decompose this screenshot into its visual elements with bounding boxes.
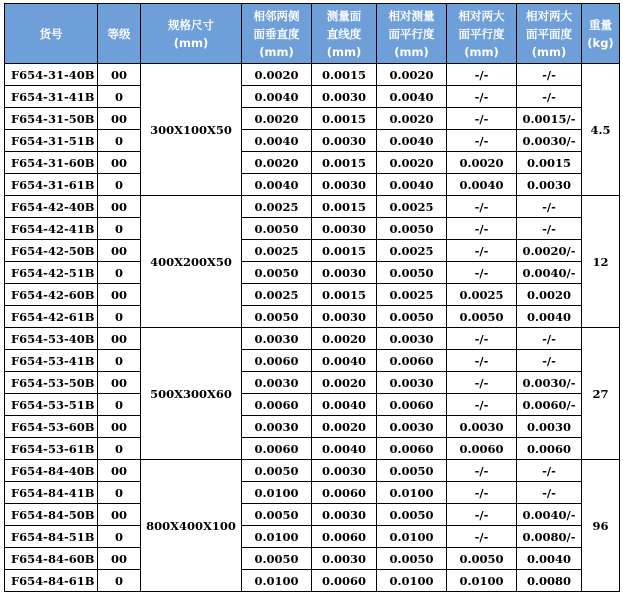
header-grade: 等级 — [98, 4, 141, 64]
cell-measuring-parallelism: 0.0030 — [377, 328, 447, 350]
cell-perpendicularity: 0.0050 — [242, 504, 312, 526]
cell-grade: 0 — [98, 86, 141, 108]
cell-perpendicularity: 0.0025 — [242, 284, 312, 306]
cell-grade: 0 — [98, 394, 141, 416]
cell-large-face-flatness: 0.0040 — [517, 306, 582, 328]
table-row — [5, 284, 620, 306]
cell-item: F654-84-51B — [5, 526, 98, 548]
cell-large-face-flatness: 0.0020 — [517, 284, 582, 306]
cell-measuring-parallelism: 0.0030 — [377, 416, 447, 438]
table-row — [5, 262, 620, 284]
cell-measuring-parallelism: 0.0025 — [377, 240, 447, 262]
table-row — [5, 548, 620, 570]
cell-item: F654-53-61B — [5, 438, 98, 460]
cell-measuring-parallelism: 0.0060 — [377, 394, 447, 416]
cell-perpendicularity: 0.0030 — [242, 372, 312, 394]
cell-perpendicularity: 0.0100 — [242, 570, 312, 592]
cell-measuring-parallelism: 0.0050 — [377, 306, 447, 328]
cell-large-face-parallelism: -/- — [447, 328, 517, 350]
cell-large-face-flatness: 0.0060 — [517, 438, 582, 460]
cell-large-face-parallelism: -/- — [447, 64, 517, 86]
cell-large-face-flatness: 0.0030 — [517, 174, 582, 196]
cell-large-face-parallelism: -/- — [447, 262, 517, 284]
spec-table — [4, 3, 620, 592]
cell-large-face-flatness: 0.0060/- — [517, 394, 582, 416]
cell-large-face-parallelism: -/- — [447, 526, 517, 548]
cell-straightness: 0.0020 — [312, 372, 377, 394]
cell-large-face-parallelism: 0.0025 — [447, 284, 517, 306]
cell-straightness: 0.0060 — [312, 570, 377, 592]
cell-large-face-flatness: -/- — [517, 86, 582, 108]
cell-perpendicularity: 0.0030 — [242, 416, 312, 438]
cell-large-face-flatness: -/- — [517, 482, 582, 504]
header-large-face-flatness: 相对两大 面平面度 (mm) — [517, 4, 582, 64]
header-item: 货号 — [5, 4, 98, 64]
cell-large-face-flatness: 0.0030/- — [517, 372, 582, 394]
cell-measuring-parallelism: 0.0040 — [377, 130, 447, 152]
cell-perpendicularity: 0.0050 — [242, 262, 312, 284]
cell-weight: 12 — [582, 196, 620, 328]
table-row — [5, 570, 620, 592]
cell-large-face-flatness: 0.0040 — [517, 548, 582, 570]
table-row — [5, 504, 620, 526]
cell-measuring-parallelism: 0.0100 — [377, 482, 447, 504]
table-row — [5, 350, 620, 372]
cell-item: F654-53-41B — [5, 350, 98, 372]
cell-perpendicularity: 0.0020 — [242, 152, 312, 174]
cell-grade: 0 — [98, 482, 141, 504]
cell-large-face-flatness: -/- — [517, 196, 582, 218]
table-row — [5, 152, 620, 174]
cell-large-face-parallelism: 0.0030 — [447, 416, 517, 438]
cell-grade: 00 — [98, 284, 141, 306]
cell-item: F654-84-60B — [5, 548, 98, 570]
cell-item: F654-31-60B — [5, 152, 98, 174]
cell-grade: 0 — [98, 262, 141, 284]
cell-perpendicularity: 0.0060 — [242, 438, 312, 460]
cell-straightness: 0.0040 — [312, 394, 377, 416]
cell-straightness: 0.0015 — [312, 64, 377, 86]
cell-large-face-parallelism: -/- — [447, 482, 517, 504]
cell-straightness: 0.0030 — [312, 218, 377, 240]
table-row — [5, 130, 620, 152]
cell-large-face-flatness: -/- — [517, 328, 582, 350]
header-weight: 重量 (kg) — [582, 4, 620, 64]
cell-straightness: 0.0020 — [312, 416, 377, 438]
cell-grade: 0 — [98, 526, 141, 548]
cell-measuring-parallelism: 0.0060 — [377, 438, 447, 460]
cell-measuring-parallelism: 0.0025 — [377, 284, 447, 306]
cell-straightness: 0.0030 — [312, 130, 377, 152]
cell-straightness: 0.0030 — [312, 460, 377, 482]
cell-measuring-parallelism: 0.0050 — [377, 262, 447, 284]
cell-large-face-flatness: -/- — [517, 350, 582, 372]
cell-large-face-flatness: -/- — [517, 460, 582, 482]
table-row — [5, 306, 620, 328]
cell-item: F654-84-61B — [5, 570, 98, 592]
cell-large-face-parallelism: -/- — [447, 218, 517, 240]
cell-large-face-flatness: 0.0080/- — [517, 526, 582, 548]
cell-perpendicularity: 0.0025 — [242, 240, 312, 262]
cell-item: F654-53-51B — [5, 394, 98, 416]
cell-large-face-flatness: 0.0030 — [517, 416, 582, 438]
cell-item: F654-42-50B — [5, 240, 98, 262]
cell-grade: 00 — [98, 504, 141, 526]
cell-large-face-parallelism: 0.0020 — [447, 152, 517, 174]
cell-measuring-parallelism: 0.0020 — [377, 64, 447, 86]
cell-perpendicularity: 0.0025 — [242, 196, 312, 218]
cell-large-face-parallelism: -/- — [447, 196, 517, 218]
cell-grade: 00 — [98, 328, 141, 350]
cell-perpendicularity: 0.0030 — [242, 328, 312, 350]
cell-grade: 0 — [98, 130, 141, 152]
cell-straightness: 0.0030 — [312, 306, 377, 328]
cell-grade: 0 — [98, 350, 141, 372]
cell-measuring-parallelism: 0.0050 — [377, 504, 447, 526]
cell-item: F654-42-41B — [5, 218, 98, 240]
cell-size: 400X200X50 — [141, 196, 242, 328]
cell-size: 500X300X60 — [141, 328, 242, 460]
cell-straightness: 0.0015 — [312, 196, 377, 218]
cell-perpendicularity: 0.0040 — [242, 130, 312, 152]
table-row — [5, 526, 620, 548]
cell-straightness: 0.0030 — [312, 548, 377, 570]
table-row — [5, 328, 620, 350]
cell-perpendicularity: 0.0060 — [242, 394, 312, 416]
cell-item: F654-42-40B — [5, 196, 98, 218]
cell-perpendicularity: 0.0020 — [242, 64, 312, 86]
cell-large-face-parallelism: -/- — [447, 108, 517, 130]
cell-perpendicularity: 0.0050 — [242, 548, 312, 570]
header-measuring-parallelism: 相对测量 面平行度 (mm) — [377, 4, 447, 64]
cell-large-face-flatness: 0.0040/- — [517, 504, 582, 526]
cell-grade: 00 — [98, 196, 141, 218]
cell-straightness: 0.0015 — [312, 284, 377, 306]
cell-straightness: 0.0015 — [312, 240, 377, 262]
table-row — [5, 394, 620, 416]
cell-grade: 0 — [98, 570, 141, 592]
cell-item: F654-31-41B — [5, 86, 98, 108]
cell-item: F654-42-51B — [5, 262, 98, 284]
cell-measuring-parallelism: 0.0040 — [377, 174, 447, 196]
cell-grade: 00 — [98, 240, 141, 262]
table-row — [5, 416, 620, 438]
cell-large-face-parallelism: -/- — [447, 240, 517, 262]
table-row — [5, 460, 620, 482]
table-row — [5, 372, 620, 394]
table-row — [5, 86, 620, 108]
cell-measuring-parallelism: 0.0020 — [377, 152, 447, 174]
header-large-face-parallelism: 相对两大 面平行度 (mm) — [447, 4, 517, 64]
cell-measuring-parallelism: 0.0030 — [377, 372, 447, 394]
table-row — [5, 174, 620, 196]
cell-large-face-parallelism: 0.0040 — [447, 174, 517, 196]
cell-straightness: 0.0030 — [312, 262, 377, 284]
cell-straightness: 0.0030 — [312, 174, 377, 196]
cell-item: F654-84-41B — [5, 482, 98, 504]
cell-item: F654-31-51B — [5, 130, 98, 152]
cell-grade: 0 — [98, 306, 141, 328]
table-row — [5, 108, 620, 130]
cell-measuring-parallelism: 0.0100 — [377, 570, 447, 592]
cell-large-face-flatness: 0.0015 — [517, 152, 582, 174]
cell-measuring-parallelism: 0.0020 — [377, 108, 447, 130]
cell-large-face-parallelism: -/- — [447, 460, 517, 482]
cell-perpendicularity: 0.0040 — [242, 86, 312, 108]
table-row — [5, 196, 620, 218]
cell-large-face-parallelism: -/- — [447, 504, 517, 526]
cell-perpendicularity: 0.0040 — [242, 174, 312, 196]
cell-size: 300X100X50 — [141, 64, 242, 196]
cell-size: 800X400X100 — [141, 460, 242, 592]
cell-perpendicularity: 0.0050 — [242, 306, 312, 328]
cell-large-face-flatness: 0.0040/- — [517, 262, 582, 284]
cell-grade: 00 — [98, 64, 141, 86]
cell-large-face-parallelism: 0.0050 — [447, 306, 517, 328]
cell-large-face-parallelism: -/- — [447, 350, 517, 372]
table-row — [5, 482, 620, 504]
cell-perpendicularity: 0.0020 — [242, 108, 312, 130]
table-row — [5, 64, 620, 86]
cell-straightness: 0.0030 — [312, 504, 377, 526]
cell-large-face-flatness: -/- — [517, 64, 582, 86]
cell-grade: 0 — [98, 438, 141, 460]
table-row — [5, 218, 620, 240]
table-body — [5, 64, 620, 592]
cell-weight: 27 — [582, 328, 620, 460]
cell-large-face-parallelism: -/- — [447, 130, 517, 152]
cell-grade: 00 — [98, 548, 141, 570]
cell-large-face-parallelism: 0.0100 — [447, 570, 517, 592]
cell-grade: 00 — [98, 372, 141, 394]
cell-item: F654-53-50B — [5, 372, 98, 394]
header-perpendicularity: 相邻两侧 面垂直度 (mm) — [242, 4, 312, 64]
cell-item: F654-31-50B — [5, 108, 98, 130]
cell-large-face-flatness: 0.0080 — [517, 570, 582, 592]
cell-measuring-parallelism: 0.0100 — [377, 526, 447, 548]
cell-perpendicularity: 0.0060 — [242, 350, 312, 372]
cell-large-face-parallelism: -/- — [447, 394, 517, 416]
cell-grade: 00 — [98, 460, 141, 482]
cell-perpendicularity: 0.0050 — [242, 218, 312, 240]
cell-straightness: 0.0015 — [312, 152, 377, 174]
cell-straightness: 0.0015 — [312, 108, 377, 130]
cell-straightness: 0.0060 — [312, 482, 377, 504]
header-size: 规格尺寸 (mm) — [141, 4, 242, 64]
cell-grade: 00 — [98, 108, 141, 130]
cell-straightness: 0.0040 — [312, 350, 377, 372]
cell-item: F654-42-61B — [5, 306, 98, 328]
cell-perpendicularity: 0.0100 — [242, 482, 312, 504]
cell-item: F654-53-60B — [5, 416, 98, 438]
cell-measuring-parallelism: 0.0060 — [377, 350, 447, 372]
table-row — [5, 240, 620, 262]
cell-straightness: 0.0030 — [312, 86, 377, 108]
cell-item: F654-31-61B — [5, 174, 98, 196]
cell-measuring-parallelism: 0.0025 — [377, 196, 447, 218]
cell-grade: 0 — [98, 218, 141, 240]
cell-straightness: 0.0060 — [312, 526, 377, 548]
table-row — [5, 438, 620, 460]
cell-perpendicularity: 0.0100 — [242, 526, 312, 548]
cell-measuring-parallelism: 0.0050 — [377, 460, 447, 482]
cell-straightness: 0.0020 — [312, 328, 377, 350]
cell-item: F654-84-50B — [5, 504, 98, 526]
cell-large-face-flatness: 0.0015/- — [517, 108, 582, 130]
cell-item: F654-53-40B — [5, 328, 98, 350]
cell-large-face-parallelism: 0.0060 — [447, 438, 517, 460]
cell-large-face-flatness: -/- — [517, 218, 582, 240]
cell-grade: 0 — [98, 174, 141, 196]
cell-item: F654-31-40B — [5, 64, 98, 86]
cell-large-face-flatness: 0.0030/- — [517, 130, 582, 152]
cell-grade: 00 — [98, 416, 141, 438]
cell-large-face-flatness: 0.0020/- — [517, 240, 582, 262]
cell-large-face-parallelism: -/- — [447, 86, 517, 108]
cell-large-face-parallelism: 0.0050 — [447, 548, 517, 570]
cell-measuring-parallelism: 0.0040 — [377, 86, 447, 108]
cell-weight: 96 — [582, 460, 620, 592]
cell-measuring-parallelism: 0.0050 — [377, 548, 447, 570]
header-row — [5, 4, 620, 64]
cell-item: F654-84-40B — [5, 460, 98, 482]
cell-measuring-parallelism: 0.0050 — [377, 218, 447, 240]
cell-weight: 4.5 — [582, 64, 620, 196]
cell-perpendicularity: 0.0050 — [242, 460, 312, 482]
header-straightness: 测量面 直线度 (mm) — [312, 4, 377, 64]
cell-item: F654-42-60B — [5, 284, 98, 306]
cell-grade: 00 — [98, 152, 141, 174]
cell-straightness: 0.0040 — [312, 438, 377, 460]
cell-large-face-parallelism: -/- — [447, 372, 517, 394]
